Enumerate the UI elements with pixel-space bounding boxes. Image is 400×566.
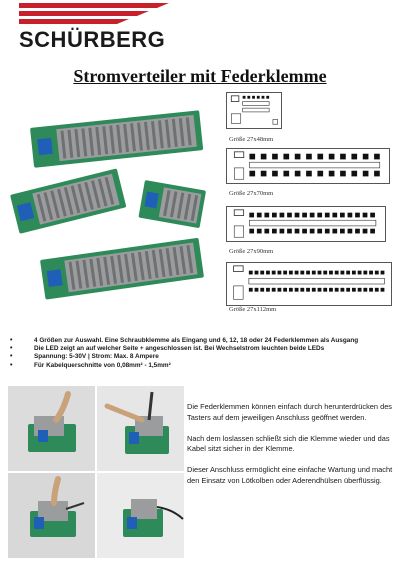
product-board-long-top xyxy=(30,110,203,168)
brand-logo xyxy=(15,3,185,51)
feature-item: • Spannung: 5-30V | Strom: Max. 8 Ampere xyxy=(10,353,395,361)
usage-photo-3 xyxy=(8,473,95,558)
brand-name: SCHÜRBERG xyxy=(19,27,166,52)
page-title: Stromverteiler mit Federklemme xyxy=(73,66,327,86)
pcb-diagram-24 xyxy=(226,262,392,306)
pcb-diagram-6 xyxy=(226,92,282,129)
description xyxy=(187,402,397,497)
feature-item: • 4 Größen zur Auswahl. Eine Schraubklemme als Eingang und 6, 12, 18 oder 24 Federklemmen als Ausgang xyxy=(10,337,395,345)
product-board-medium xyxy=(10,168,126,233)
description-paragraph: Dieser Anschluss ermöglicht eine einfache Wartung und macht den Einsatz von Lötkolben oder Aderendhülsen überflüssig. xyxy=(187,465,393,485)
product-board-small xyxy=(138,180,206,228)
variant-diagram-3 xyxy=(226,206,392,258)
logo-stripes-icon xyxy=(19,3,169,27)
product-board-long-bottom xyxy=(40,238,204,300)
usage-photo-4 xyxy=(97,473,184,558)
pcb-diagram-12 xyxy=(226,148,390,184)
usage-photo-1 xyxy=(8,386,95,471)
variant-caption: Größe 27x48mm xyxy=(229,136,274,143)
variant-diagram-2 xyxy=(226,148,392,200)
product-photo xyxy=(0,100,215,320)
feature-item: • Für Kabelquerschnitte von 0,08mm² - 1,5mm² xyxy=(10,362,395,370)
feature-list xyxy=(10,337,395,370)
usage-photo-2 xyxy=(97,386,184,471)
description-paragraph: Die Federklemmen können einfach durch herunterdrücken des Tasters auf dem jeweiligen Anschluss geöffnet werden. xyxy=(187,402,392,422)
feature-item: • Die LED zeigt an auf welcher Seite + angeschlossen ist. Bei Wechselstrom leuchten beide LEDs xyxy=(10,345,395,353)
variant-caption: Größe 27x112mm xyxy=(229,306,277,313)
usage-photo-grid xyxy=(8,386,184,558)
variant-diagram-4 xyxy=(226,262,392,314)
variant-caption: Größe 27x70mm xyxy=(229,190,274,197)
description-paragraph: Nach dem loslassen schließt sich die Klemme wieder und das Kabel sitzt sicher in der Klemme. xyxy=(187,433,390,454)
pcb-diagram-18 xyxy=(226,206,386,242)
variant-caption: Größe 27x90mm xyxy=(229,248,274,255)
variant-diagram-1 xyxy=(226,92,392,144)
